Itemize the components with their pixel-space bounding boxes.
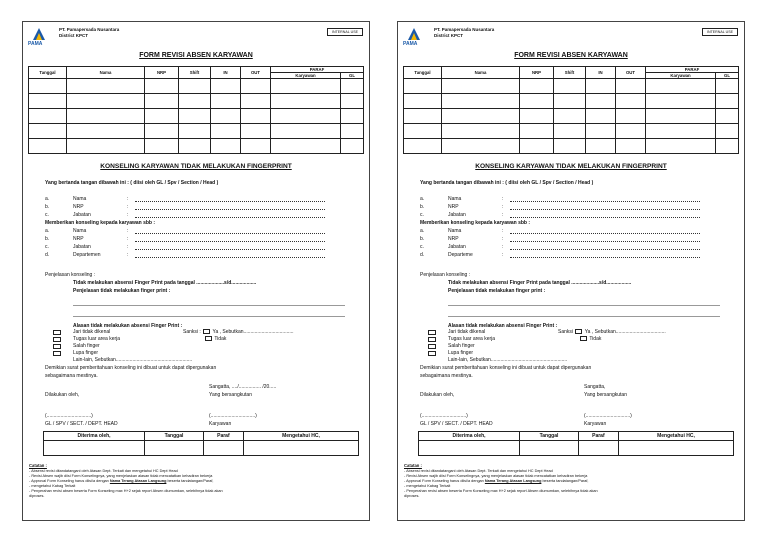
left-sign-label: Dilakukan oleh, <box>45 392 80 398</box>
signer-field-jabatan[interactable]: c. Jabatan : <box>45 212 345 220</box>
left-role: GL / SPV / SECT. / DEPT. HEAD <box>45 421 118 427</box>
reason-item: Tugas luar area kerja <box>73 336 121 342</box>
col-tanggal: Tanggal <box>404 67 442 79</box>
reason-title: Alasan tidak melakukan absensi Finger Print : <box>448 323 558 329</box>
company-name: PT. Pamapersada Nusantara <box>434 27 495 32</box>
reason-item: Jari tidak dikenal <box>448 329 486 335</box>
counsel-field-nama[interactable]: a. Nama : <box>45 228 345 236</box>
left-sign-label: Dilakukan oleh, <box>420 392 455 398</box>
form-page <box>397 21 745 521</box>
paraf-cell[interactable] <box>203 441 243 456</box>
col-shift: Shift <box>554 67 586 79</box>
hc-cell[interactable] <box>618 441 733 456</box>
signer-intro: Yang bertanda tangan dibawah ini : ( diisi oleh GL / Spv / Section / Head ) <box>420 180 594 186</box>
explanation-date-line: Tidak melakukan absensi Finger Print pada tanggal ....................s/d.................. <box>73 280 257 286</box>
form-page <box>22 21 370 521</box>
col-in: IN <box>586 67 616 79</box>
note-item: diproses. <box>404 494 420 499</box>
receipt-table <box>418 431 734 456</box>
explanation-reason-label: Penjelasan tidak melakukan finger print : <box>448 288 546 294</box>
explanation-label: Penjelasan konseling : <box>45 272 96 278</box>
right-role: Karyawan <box>209 421 232 427</box>
district-name: District KPCT <box>434 33 464 39</box>
counsel-field-nrp[interactable]: b. NRP : <box>45 236 345 244</box>
signer-field-nama[interactable]: a. Nama : <box>420 196 720 204</box>
notes-title: Catatan : <box>404 463 422 468</box>
sanksi-no-checkbox[interactable] <box>580 336 587 341</box>
explanation-line[interactable] <box>448 316 720 317</box>
date-line: Sangatta, <box>584 384 606 390</box>
company-header <box>434 27 494 39</box>
reason-checkbox[interactable] <box>428 330 436 335</box>
received-by-cell[interactable] <box>419 441 520 456</box>
date-header: Tanggal <box>520 432 579 441</box>
reason-item: Jari tidak dikenal <box>73 329 111 335</box>
table-row <box>404 109 739 124</box>
date-cell[interactable] <box>145 441 204 456</box>
reason-item: Tugas luar area kerja <box>448 336 496 342</box>
note-emphasis: Nama Terang Atasan Langsung <box>484 478 542 483</box>
reason-checkbox[interactable] <box>53 344 61 349</box>
right-signature-bracket[interactable]: (................................) <box>209 413 257 419</box>
col-paraf-karyawan: Karyawan <box>646 73 716 79</box>
reason-checkbox[interactable] <box>53 351 61 356</box>
paraf-header: Paraf <box>203 432 243 441</box>
counsel-field-nrp[interactable]: b. NRP : <box>420 236 720 244</box>
table-row <box>29 139 364 154</box>
col-paraf: PARAF <box>271 67 364 73</box>
reason-item: Lupa finger <box>73 350 99 356</box>
right-sign-label: Yang bersangkutan <box>584 392 627 398</box>
counsel-field-departemen[interactable]: d. Departeme : <box>420 252 720 260</box>
note-item: - Penyerahan revisi absen beserta Form Konseling max H+2 sejak report Absen diumumkan, selebihnya tidak akan <box>29 489 223 494</box>
note-item: diproses. <box>29 494 45 499</box>
received-by-header: Diterima oleh, <box>419 432 520 441</box>
reason-checkbox[interactable] <box>428 344 436 349</box>
notes <box>404 463 724 499</box>
paraf-cell[interactable] <box>578 441 618 456</box>
col-paraf: PARAF <box>646 67 739 73</box>
reason-item: Lain-lain, Sebutkan....................................................... <box>448 357 568 363</box>
closing-line: Demikian surat pemberitahuan konseling ini dibuat untuk dapat dipergunakan <box>45 365 217 371</box>
note-emphasis: Nama Terang Atasan Langsung <box>109 478 167 483</box>
explanation-date-line: Tidak melakukan absensi Finger Print pada tanggal ....................s/d.................. <box>448 280 632 286</box>
explanation-line[interactable] <box>448 305 720 306</box>
col-out: OUT <box>616 67 646 79</box>
date-cell[interactable] <box>520 441 579 456</box>
form-title: FORM REVISI ABSEN KARYAWAN <box>139 52 253 59</box>
logo-text: PAMA <box>28 41 43 47</box>
pama-logo-icon <box>406 26 422 42</box>
signer-field-jabatan[interactable]: c. Jabatan : <box>420 212 720 220</box>
col-nama: Nama <box>442 67 520 79</box>
table-row <box>404 94 739 109</box>
signer-intro: Yang bertanda tangan dibawah ini : ( diisi oleh GL / Spv / Section / Head ) <box>45 180 219 186</box>
table-row <box>404 79 739 94</box>
sanksi-no-label: Tidak <box>214 336 227 342</box>
reason-checkbox[interactable] <box>428 337 436 342</box>
col-shift: Shift <box>179 67 211 79</box>
counsel-intro: Memberikan konseling kepada karyawan sbb : <box>45 220 156 226</box>
sanksi-label: Sanksi <box>558 329 574 335</box>
counsel-intro: Memberikan konseling kepada karyawan sbb : <box>420 220 531 226</box>
date-header: Tanggal <box>145 432 204 441</box>
sanksi-no-row <box>204 336 226 342</box>
col-nrp: NRP <box>520 67 554 79</box>
note-item: - Approval Form Konseling harus diisi/a dengan Nama Terang Atasan Langsung beserta tandatangan/Paraf, <box>404 478 589 483</box>
note-item: - Approval Form Konseling harus diisi/a dengan Nama Terang Atasan Langsung beserta tandatangan/Paraf, <box>29 478 214 483</box>
table-row <box>29 94 364 109</box>
hc-header: Mengetahui HC, <box>618 432 733 441</box>
notes-title: Catatan : <box>29 463 47 468</box>
section-title: KONSELING KARYAWAN TIDAK MELAKUKAN FINGERPRINT <box>475 163 667 170</box>
internal-use-badge: INTERNAL USE <box>327 28 363 36</box>
company-name: PT. Pamapersada Nusantara <box>59 27 120 32</box>
sanksi-yes-label: Ya , Sebutkan.................................... <box>584 329 666 335</box>
left-signature-bracket[interactable]: (................................) <box>420 413 468 419</box>
sanksi-yes-label: Ya , Sebutkan.................................... <box>212 329 294 335</box>
table-row <box>29 124 364 139</box>
explanation-label: Penjelasan konseling : <box>420 272 471 278</box>
counsel-field-jabatan[interactable]: c. Jabatan : <box>420 244 720 252</box>
signer-field-nrp[interactable]: b. NRP : <box>45 204 345 212</box>
form-title: FORM REVISI ABSEN KARYAWAN <box>514 52 628 59</box>
sanksi-row <box>183 329 294 335</box>
reason-title: Alasan tidak melakukan absensi Finger Print : <box>73 323 183 329</box>
right-signature-bracket[interactable]: (................................) <box>584 413 632 419</box>
note-item: - mengetahui Kabag Terkait <box>29 484 76 489</box>
sanksi-yes-checkbox[interactable] <box>575 329 582 334</box>
col-nrp: NRP <box>145 67 179 79</box>
closing-line: Demikian surat pemberitahuan konseling ini dibuat untuk dapat dipergunakan <box>420 365 592 371</box>
table-row <box>404 139 739 154</box>
col-tanggal: Tanggal <box>29 67 67 79</box>
reason-item: Salah finger <box>73 343 100 349</box>
note-item: - Absensi revisi ditandatangani oleh Atasan Dept. Terkait dan mengetahui HC Dept Head <box>404 468 553 473</box>
sanksi-no-checkbox[interactable] <box>205 336 212 341</box>
left-role: GL / SPV / SECT. / DEPT. HEAD <box>420 421 493 427</box>
right-role: Karyawan <box>584 421 607 427</box>
received-by-cell[interactable] <box>44 441 145 456</box>
col-paraf-gl: GL <box>341 73 364 79</box>
reason-checkbox[interactable] <box>53 337 61 342</box>
counsel-field-jabatan[interactable]: c. Jabatan : <box>45 244 345 252</box>
sanksi-row <box>558 329 666 335</box>
sanksi-no-row <box>579 336 601 342</box>
date-line: Sangatta, ..../................ /20..... <box>209 384 277 390</box>
internal-use-badge: INTERNAL USE <box>702 28 738 36</box>
closing-line: sebagaimana mestinya. <box>45 373 98 379</box>
col-in: IN <box>211 67 241 79</box>
company-header <box>59 27 119 39</box>
closing-line: sebagaimana mestinya. <box>420 373 473 379</box>
district-name: District KPCT <box>59 33 89 39</box>
sanksi-label: Sanksi : <box>183 329 201 335</box>
reason-checkbox[interactable] <box>428 351 436 356</box>
note-item: - Revisi Absen wajib diisi Form Konselingnya, yang menjelaskan alasan tidak mencatatkan kehadiran bekerja <box>404 473 588 478</box>
table-row <box>29 109 364 124</box>
hc-header: Mengetahui HC, <box>243 432 358 441</box>
receipt-table <box>43 431 359 456</box>
note-item: - Penyerahan revisi absen beserta Form Konseling max H+2 sejak report Absen diumumkan, selebihnya tidak akan <box>404 489 598 494</box>
signer-field-nrp[interactable]: b. NRP : <box>420 204 720 212</box>
reason-item: Lain-lain, Sebutkan....................................................... <box>73 357 193 363</box>
reason-item: Salah finger <box>448 343 475 349</box>
sanksi-yes-checkbox[interactable] <box>203 329 210 334</box>
note-item: - Absensi revisi ditandatangani oleh Atasan Dept. Terkait dan mengetahui HC Dept Head <box>29 468 178 473</box>
explanation-reason-label: Penjelasan tidak melakukan finger print : <box>73 288 171 294</box>
note-item: - mengetahui Kabag Terkait <box>404 484 451 489</box>
left-signature-bracket[interactable]: (................................) <box>45 413 93 419</box>
reason-checkbox[interactable] <box>53 330 61 335</box>
col-paraf-gl: GL <box>716 73 739 79</box>
explanation-line[interactable] <box>73 305 345 306</box>
counsel-field-departemen[interactable]: d. Departemen : <box>45 252 345 260</box>
col-out: OUT <box>241 67 271 79</box>
absence-revision-table <box>28 66 364 154</box>
pama-logo-icon <box>31 26 47 42</box>
col-nama: Nama <box>67 67 145 79</box>
notes <box>29 463 349 499</box>
absence-revision-table <box>403 66 739 154</box>
sanksi-no-label: Tidak <box>589 336 602 342</box>
logo-text: PAMA <box>403 41 418 47</box>
table-row <box>404 124 739 139</box>
counsel-field-nama[interactable]: a. Nama : <box>420 228 720 236</box>
col-paraf-karyawan: Karyawan <box>271 73 341 79</box>
received-by-header: Diterima oleh, <box>44 432 145 441</box>
table-row <box>29 79 364 94</box>
section-title: KONSELING KARYAWAN TIDAK MELAKUKAN FINGERPRINT <box>100 163 292 170</box>
signer-field-nama[interactable]: a. Nama : <box>45 196 345 204</box>
paraf-header: Paraf <box>578 432 618 441</box>
hc-cell[interactable] <box>243 441 358 456</box>
right-sign-label: Yang bersangkutan <box>209 392 252 398</box>
note-item: - Revisi Absen wajib diisi Form Konselingnya, yang menjelaskan alasan tidak mencatatkan kehadiran bekerja <box>29 473 213 478</box>
explanation-line[interactable] <box>73 316 345 317</box>
reason-item: Lupa finger <box>448 350 474 356</box>
